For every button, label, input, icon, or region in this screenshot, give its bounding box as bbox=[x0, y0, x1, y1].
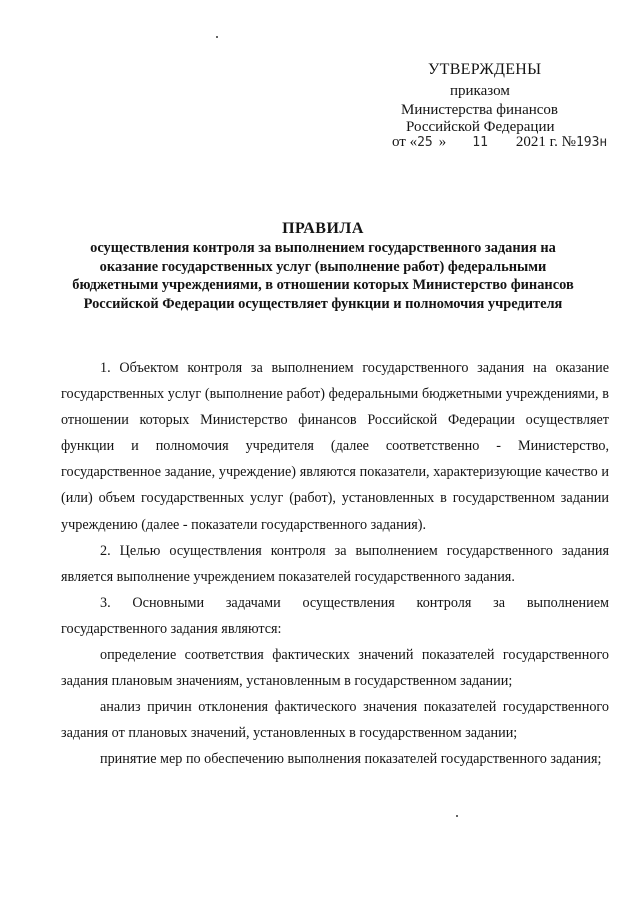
date-day: 25 bbox=[417, 135, 433, 150]
paragraph-3: 3. Основными задачами осуществления контроля за выполнением государственного задания являются: bbox=[61, 594, 609, 637]
date-separator: » bbox=[438, 134, 447, 150]
approval-country: Российской Федерации bbox=[406, 119, 555, 135]
document-title: ПРАВИЛА bbox=[282, 220, 364, 237]
list-item-analysis: анализ причин отклонения фактического значения показателей государственного задания от плановых значений, установленных в государственном задании; bbox=[61, 699, 609, 742]
approval-date-line bbox=[392, 132, 607, 153]
approval-ministry: Министерства финансов bbox=[401, 102, 558, 118]
date-prefix: от « bbox=[392, 134, 418, 150]
paragraph-1: 1. Объектом контроля за выполнением государственного задания на оказание государственных услуг (выполнение работ) федеральными бюджетными учреждениями, в отношении которых Министерство финансов Российской Федерации осуществляет функции и полномочия учредителя (далее соответственно - Министерство, государственное задание, учреждение) являются показатели, характеризующие качество и (или) объем государственных услуг (работ), установленных в государственном задании учреждению (далее - показатели государственного задания). bbox=[61, 360, 609, 533]
date-year: 2021 г. № bbox=[515, 134, 576, 150]
document-heading bbox=[60, 219, 586, 313]
list-item-measures: принятие мер по обеспечению выполнения показателей государственного задания; bbox=[100, 751, 602, 768]
approval-order-word: приказом bbox=[450, 83, 510, 99]
scan-speck bbox=[216, 36, 218, 38]
document-body bbox=[61, 355, 609, 773]
date-month: 11 bbox=[472, 135, 488, 150]
scan-speck bbox=[456, 815, 458, 817]
document-subtitle: осуществления контроля за выполнением государственного задания на оказание государственных услуг (выполнение работ) федеральными бюджетными учреждениями, в отношении которых Министерство финансов Российской Федерации осуществляет функции и полномочия учредителя bbox=[72, 240, 574, 312]
approval-title: УТВЕРЖДЕНЫ bbox=[428, 61, 542, 78]
order-number: 193н bbox=[575, 135, 608, 150]
paragraph-2: 2. Целью осуществления контроля за выполнением государственного задания является выполнение учреждением показателей государственного задания. bbox=[61, 542, 609, 585]
list-item-determination: определение соответствия фактических значений показателей государственного задания плановым значениям, установленным в государственном задании; bbox=[61, 647, 609, 690]
